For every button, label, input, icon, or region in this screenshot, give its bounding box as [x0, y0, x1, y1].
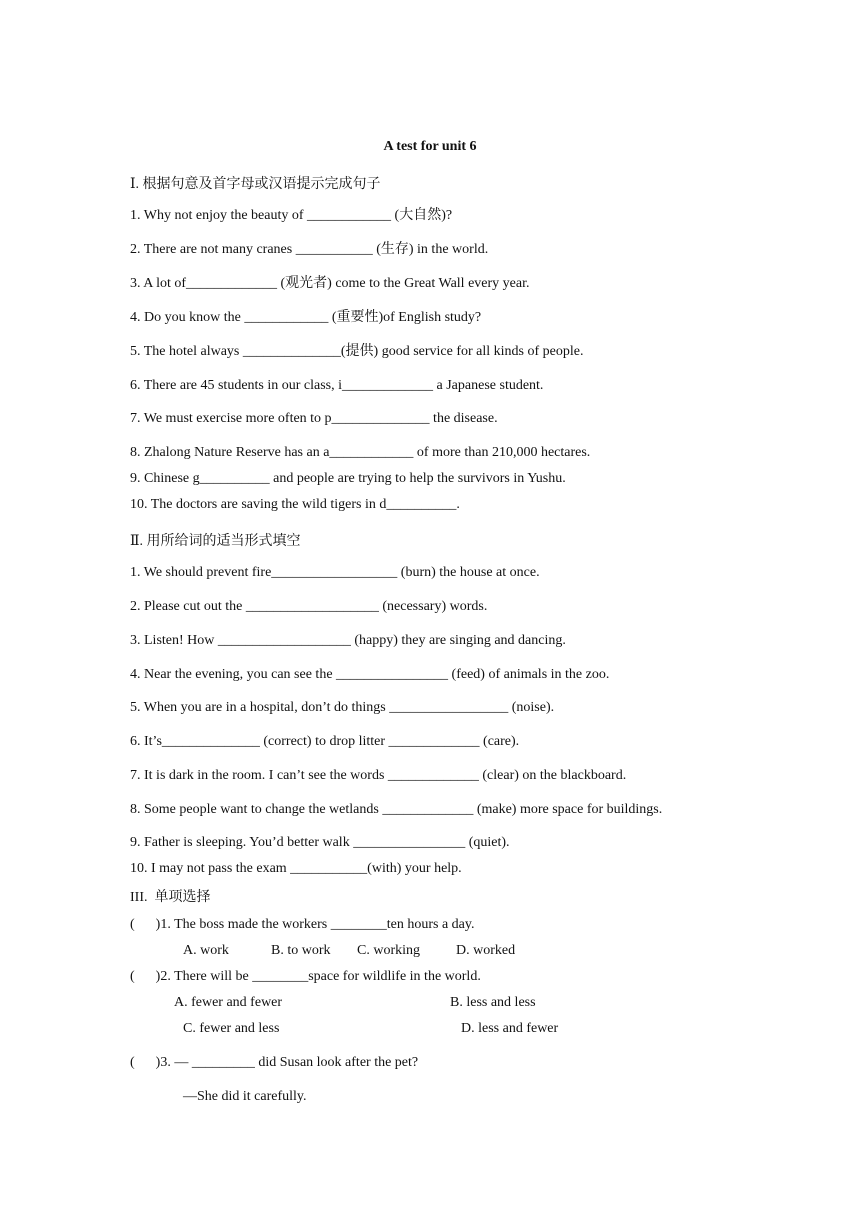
question-2-option-c: C. fewer and less [183, 1021, 280, 1036]
section1-item-9: 9. Chinese g__________ and people are trying to help the survivors in Yushu. [130, 471, 566, 486]
section1-item-6: 6. There are 45 students in our class, i_____________ a Japanese student. [130, 378, 544, 393]
section2-item-2: 2. Please cut out the ___________________ (necessary) words. [130, 599, 488, 614]
section1-item-8: 8. Zhalong Nature Reserve has an a____________ of more than 210,000 hectares. [130, 445, 591, 460]
section2-item-9: 9. Father is sleeping. You’d better walk ________________ (quiet). [130, 835, 510, 850]
section2-item-10: 10. I may not pass the exam ___________(with) your help. [130, 861, 462, 876]
section2-heading: Ⅱ. 用所给词的适当形式填空 [130, 534, 301, 549]
section1-item-2: 2. There are not many cranes ___________ (生存) in the world. [130, 242, 489, 257]
question-1-option-c: C. working [357, 943, 420, 958]
question-3-answer-line: —She did it carefully. [183, 1089, 307, 1104]
section3-heading: III. 单项选择 [130, 890, 211, 905]
section2-item-3: 3. Listen! How ___________________ (happy) they are singing and dancing. [130, 633, 566, 648]
question-1-option-b: B. to work [271, 943, 331, 958]
question-1-option-d: D. worked [456, 943, 516, 958]
page-title: A test for unit 6 [383, 139, 477, 154]
section1-item-10: 10. The doctors are saving the wild tigers in d__________. [130, 497, 460, 512]
section2-item-5: 5. When you are in a hospital, don’t do things _________________ (noise). [130, 700, 555, 715]
question-1-stem: ( )1. The boss made the workers ________ten hours a day. [130, 917, 475, 932]
section2-item-1: 1. We should prevent fire__________________ (burn) the house at once. [130, 565, 540, 580]
section2-item-8: 8. Some people want to change the wetlands _____________ (make) more space for buildings. [130, 802, 663, 817]
section2-item-4: 4. Near the evening, you can see the ________________ (feed) of animals in the zoo. [130, 667, 610, 682]
question-2-option-a: A. fewer and fewer [174, 995, 283, 1010]
question-3-stem: ( )3. — _________ did Susan look after the pet? [130, 1055, 419, 1070]
section1-heading: Ⅰ. 根据句意及首字母或汉语提示完成句子 [130, 177, 381, 192]
section1-item-3: 3. A lot of_____________ (观光者) come to the Great Wall every year. [130, 276, 530, 291]
section1-item-5: 5. The hotel always ______________(提供) good service for all kinds of people. [130, 344, 584, 359]
section1-item-7: 7. We must exercise more often to p______________ the disease. [130, 411, 498, 426]
question-1-option-a: A. work [183, 943, 229, 958]
section1-item-4: 4. Do you know the ____________ (重要性)of English study? [130, 310, 482, 325]
question-2-option-d: D. less and fewer [461, 1021, 559, 1036]
question-2-option-b: B. less and less [450, 995, 536, 1010]
section2-item-6: 6. It’s______________ (correct) to drop litter _____________ (care). [130, 734, 520, 749]
question-2-stem: ( )2. There will be ________space for wildlife in the world. [130, 969, 481, 984]
section2-item-7: 7. It is dark in the room. I can’t see the words _____________ (clear) on the blackboard. [130, 768, 627, 783]
section1-item-1: 1. Why not enjoy the beauty of ____________ (大自然)? [130, 208, 453, 223]
